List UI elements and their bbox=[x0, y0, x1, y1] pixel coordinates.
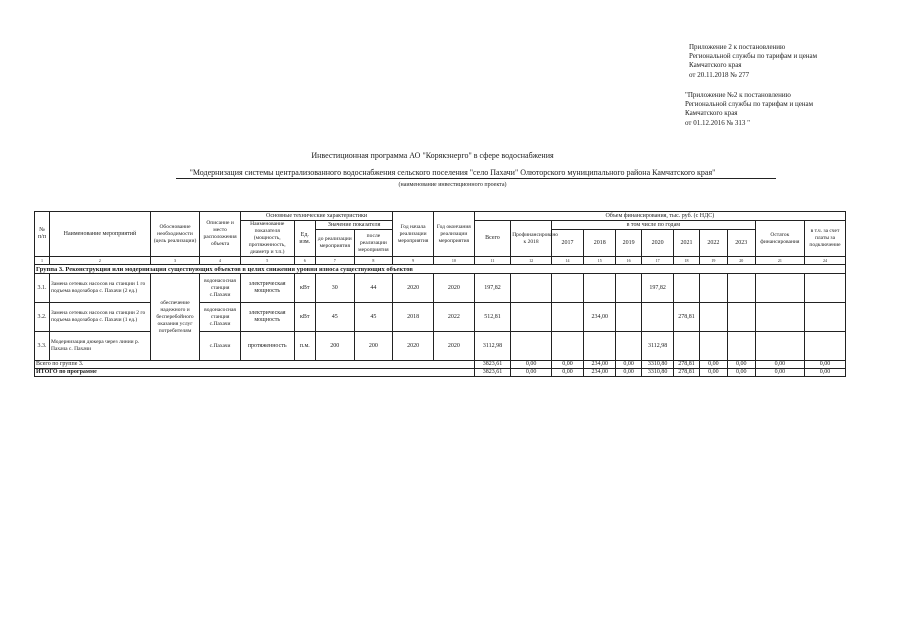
program-total-y2017: 0,00 bbox=[551, 369, 583, 377]
program-total-y2021: 278,81 bbox=[674, 369, 700, 377]
row-y2023 bbox=[727, 274, 755, 303]
row-y2023 bbox=[727, 303, 755, 332]
col-number: 18 bbox=[674, 257, 700, 265]
col-number: 16 bbox=[616, 257, 642, 265]
header-year-2020: 2020 bbox=[642, 230, 674, 257]
header-remainder: Остаток финансирования bbox=[755, 221, 804, 257]
row-name: Замена сетевых насосов на станции 1 го подъема водозабора с. Пахачи (2 ед.) bbox=[50, 274, 151, 303]
header-justification: Обоснование необходимости (цель реализации) bbox=[150, 212, 199, 257]
row-y2020: 3112,98 bbox=[642, 332, 674, 361]
header-year-start: Год начала реализации мероприятия bbox=[393, 212, 434, 257]
row-financed bbox=[511, 274, 552, 303]
group-total-financed: 0,00 bbox=[511, 361, 552, 369]
row-location: водонасосная станция с.Пахачи bbox=[200, 274, 241, 303]
row-before: 45 bbox=[316, 303, 355, 332]
program-total-financed: 0,00 bbox=[511, 369, 552, 377]
row-y2021 bbox=[674, 274, 700, 303]
col-number: 14 bbox=[551, 257, 583, 265]
row-before: 200 bbox=[316, 332, 355, 361]
row-location: с.Пахачи bbox=[200, 332, 241, 361]
program-total-remainder: 0,00 bbox=[755, 369, 804, 377]
group-total-row bbox=[35, 361, 846, 369]
col-number: 10 bbox=[433, 257, 474, 265]
col-number: 15 bbox=[584, 257, 616, 265]
row-fee bbox=[805, 332, 846, 361]
row-end: 2020 bbox=[433, 274, 474, 303]
column-number-row bbox=[35, 257, 846, 265]
program-total-y2019: 0,00 bbox=[616, 369, 642, 377]
row-end: 2020 bbox=[433, 332, 474, 361]
row-y2020 bbox=[642, 303, 674, 332]
row-y2019 bbox=[616, 332, 642, 361]
row-y2019 bbox=[616, 274, 642, 303]
row-end: 2022 bbox=[433, 303, 474, 332]
annex-header-previous bbox=[685, 91, 885, 128]
row-y2022 bbox=[699, 303, 727, 332]
row-remainder bbox=[755, 332, 804, 361]
col-number: 24 bbox=[805, 257, 846, 265]
row-y2017 bbox=[551, 303, 583, 332]
row-fee bbox=[805, 303, 846, 332]
row-financed bbox=[511, 332, 552, 361]
row-tech: протяженность bbox=[240, 332, 294, 361]
row-remainder bbox=[755, 303, 804, 332]
group-total-y2023: 0,00 bbox=[727, 361, 755, 369]
row-name: Замена сетевых насосов на станции 2 го подъема водозабора с. Пахачи (1 ед.) bbox=[50, 303, 151, 332]
header-value-group: Значение показателя bbox=[316, 221, 393, 230]
row-y2023 bbox=[727, 332, 755, 361]
header-value-after: после реализации мероприятия bbox=[354, 230, 393, 257]
col-number: 7 bbox=[316, 257, 355, 265]
col-number: 9 bbox=[393, 257, 434, 265]
row-before: 30 bbox=[316, 274, 355, 303]
header-year-2023: 2023 bbox=[727, 230, 755, 257]
group-total-remainder: 0,00 bbox=[755, 361, 804, 369]
row-unit: п.м. bbox=[294, 332, 315, 361]
header-financed: Профинансировано к 2018 bbox=[511, 221, 552, 257]
row-remainder bbox=[755, 274, 804, 303]
row-y2017 bbox=[551, 274, 583, 303]
header-tech-group: Основные технические характеристики bbox=[240, 212, 392, 221]
program-total-row bbox=[35, 369, 846, 377]
row-y2018: 234,00 bbox=[584, 303, 616, 332]
header-fee: в т.ч. за счет платы за подключение bbox=[805, 221, 846, 257]
row-tech: электрическая мощность bbox=[240, 274, 294, 303]
row-name: Модернизация дюкера через линии р. Пахача с. Пахачи bbox=[50, 332, 151, 361]
row-after: 45 bbox=[354, 303, 393, 332]
program-total-y2020: 3310,80 bbox=[642, 369, 674, 377]
row-num: 3.3. bbox=[35, 332, 50, 361]
annex-line: Региональной службы по тарифам и ценам bbox=[685, 100, 814, 109]
col-number: 2 bbox=[50, 257, 151, 265]
row-fee bbox=[805, 274, 846, 303]
row-total: 197,82 bbox=[474, 274, 510, 303]
header-by-years: в том числе по годам bbox=[551, 221, 755, 230]
group-total-y2021: 278,81 bbox=[674, 361, 700, 369]
program-total-total: 3823,61 bbox=[474, 369, 510, 377]
row-start: 2020 bbox=[393, 332, 434, 361]
annex-line: Приложение 2 к постановлению bbox=[689, 43, 786, 51]
project-caption: (наименование инвестиционного проекта) bbox=[398, 182, 507, 188]
annex-line: Камчатского края bbox=[689, 61, 742, 70]
annex-line: от 01.12.2016 № 313 " bbox=[685, 118, 751, 127]
row-num: 3.1. bbox=[35, 274, 50, 303]
group-total-y2017: 0,00 bbox=[551, 361, 583, 369]
row-total: 3112,98 bbox=[474, 332, 510, 361]
annex-line: "Приложение №2 к постановлению bbox=[685, 91, 791, 99]
program-total-label: ИТОГО по программе bbox=[35, 369, 475, 377]
header-year-2022: 2022 bbox=[699, 230, 727, 257]
row-y2021: 278,81 bbox=[674, 303, 700, 332]
header-year-2017: 2017 bbox=[551, 230, 583, 257]
row-y2021 bbox=[674, 332, 700, 361]
investment-table bbox=[34, 211, 846, 377]
group-total-y2020: 3310,80 bbox=[642, 361, 674, 369]
col-number: 19 bbox=[699, 257, 727, 265]
header-value-before: до реализации мероприятия bbox=[316, 230, 355, 257]
row-start: 2018 bbox=[393, 303, 434, 332]
row-start: 2020 bbox=[393, 274, 434, 303]
col-number: 1 bbox=[35, 257, 50, 265]
header-total: Всего bbox=[474, 221, 510, 257]
header-fin-group: Объем финансирования, тыс. руб. (с НДС) bbox=[474, 212, 845, 221]
col-number: 21 bbox=[755, 257, 804, 265]
group-total-y2018: 234,00 bbox=[584, 361, 616, 369]
col-number: 8 bbox=[354, 257, 393, 265]
col-number: 12 bbox=[511, 257, 552, 265]
group-total-total: 3823,61 bbox=[474, 361, 510, 369]
annex-line: от 20.11.2018 № 277 bbox=[689, 70, 750, 79]
row-y2020: 197,82 bbox=[642, 274, 674, 303]
row-after: 200 bbox=[354, 332, 393, 361]
col-number: 17 bbox=[642, 257, 674, 265]
row-after: 44 bbox=[354, 274, 393, 303]
row-financed bbox=[511, 303, 552, 332]
table-row bbox=[35, 274, 846, 303]
col-number: 6 bbox=[294, 257, 315, 265]
program-total-y2023: 0,00 bbox=[727, 369, 755, 377]
header-location: Описание и место расположения объекта bbox=[200, 212, 241, 257]
col-number: 3 bbox=[150, 257, 199, 265]
annex-line: Региональной службы по тарифам и ценам bbox=[689, 52, 818, 61]
project-title: "Модернизация системы централизованного водоснабжения сельского поселения "село Пахачи" Олюторского муниципального района Камчатского края" bbox=[189, 168, 716, 177]
annex-line: Камчатского края bbox=[685, 109, 738, 118]
program-total-y2018: 234,00 bbox=[584, 369, 616, 377]
program-total-y2022: 0,00 bbox=[699, 369, 727, 377]
col-number: 5 bbox=[240, 257, 294, 265]
row-tech: электрическая мощность bbox=[240, 303, 294, 332]
group-total-label: Всего по группе 3. bbox=[35, 361, 475, 369]
row-y2022 bbox=[699, 332, 727, 361]
header-num: № п/п bbox=[35, 212, 50, 257]
project-underline bbox=[176, 178, 776, 179]
row-y2018 bbox=[584, 274, 616, 303]
row-unit: кВт bbox=[294, 303, 315, 332]
header-name: Наименование мероприятий bbox=[50, 212, 151, 257]
row-justification: обеспечение надежного и бесперебойного оказания услуг потребителям bbox=[150, 274, 199, 361]
row-y2017 bbox=[551, 332, 583, 361]
header-unit: Ед. изм. bbox=[294, 221, 315, 257]
header-tech-name: Наименование показателя (мощность, протяженность, диаметр и т.п.) bbox=[240, 221, 294, 257]
row-location: водонасосная станция с.Пахачи bbox=[200, 303, 241, 332]
row-num: 3.2. bbox=[35, 303, 50, 332]
row-y2018 bbox=[584, 332, 616, 361]
col-number: 20 bbox=[727, 257, 755, 265]
document-title: Инвестиционная программа АО "Корякэнерго" в сфере водоснабжения bbox=[311, 151, 554, 160]
group-total-fee: 0,00 bbox=[805, 361, 846, 369]
row-unit: кВт bbox=[294, 274, 315, 303]
col-number: 4 bbox=[200, 257, 241, 265]
row-y2019 bbox=[616, 303, 642, 332]
annex-header-current bbox=[689, 43, 889, 80]
header-year-2021: 2021 bbox=[674, 230, 700, 257]
row-y2022 bbox=[699, 274, 727, 303]
group-total-y2019: 0,00 bbox=[616, 361, 642, 369]
row-total: 512,81 bbox=[474, 303, 510, 332]
group-title: Группа 3. Реконструкция или модернизация существующих объектов в целях снижения уровня износа существующих объектов bbox=[35, 265, 846, 274]
header-year-2018: 2018 bbox=[584, 230, 616, 257]
header-year-2019: 2019 bbox=[616, 230, 642, 257]
header-year-end: Год окончания реализации мероприятия bbox=[433, 212, 474, 257]
program-total-fee: 0,00 bbox=[805, 369, 846, 377]
col-number: 11 bbox=[474, 257, 510, 265]
group-total-y2022: 0,00 bbox=[699, 361, 727, 369]
